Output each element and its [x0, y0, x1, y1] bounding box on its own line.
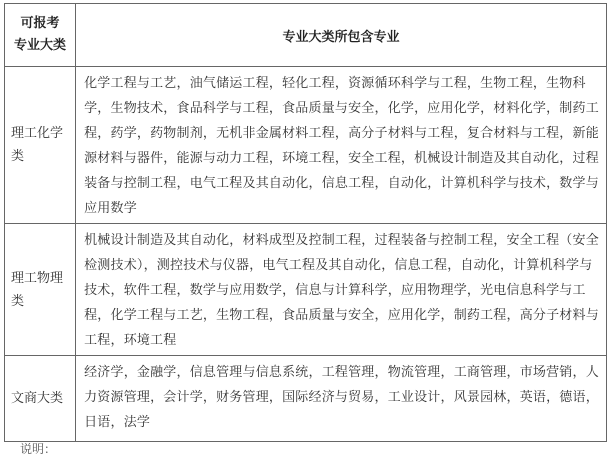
category-cell: [5, 224, 76, 356]
category-cell: [5, 67, 76, 224]
table-row: [5, 224, 607, 356]
category-label: 文商大类: [11, 391, 64, 406]
category-label: 理工物理类: [11, 270, 64, 309]
table-row: [5, 67, 607, 224]
header-majors-label: 专业大类所包含专业: [282, 29, 400, 45]
header-category-label: 可报考 专业大类: [14, 16, 67, 53]
table-header-row: [5, 4, 607, 67]
table-row: [5, 356, 607, 442]
majors-table: [4, 3, 607, 442]
majors-cell: [76, 67, 607, 224]
header-majors-cell: [76, 4, 607, 67]
majors-cell: [76, 224, 607, 356]
note-label: 说明：: [20, 442, 57, 456]
header-category-cell: [5, 4, 76, 67]
majors-cell: [76, 356, 607, 442]
majors-list: 化学工程与工艺，油气储运工程，轻化工程，资源循环科学与工程，生物工程，生物科学，生物技术，食品科学与工程，食品质量与安全，化学，应用化学，材料化学，制药工程，药学，药物制剂，无机非金属材料工程，高分子材料与工程，复合材料与工程，新能源材料与器件，能源与动力工程，环境工程，安全工程，机械设计制造及其自动化，过程装备与控制工程，电气工程及其自动化，信息工程，自动化，计算机科学与技术，数学与应用数学: [84, 76, 599, 216]
majors-list: 机械设计制造及其自动化，材料成型及控制工程，过程装备与控制工程，安全工程（安全检测技术），测控技术与仪器，电气工程及其自动化，信息工程，自动化，计算机科学与技术，软件工程，数学与应用数学，信息与计算科学，应用物理学，光电信息科学与工程，化学工程与工艺，生物工程，食品质量与安全，应用化学，制药工程，高分子材料与工程，环境工程: [84, 233, 599, 348]
category-label: 理工化学类: [11, 126, 64, 164]
category-cell: [5, 356, 76, 442]
majors-list: 经济学，金融学，信息管理与信息系统，工程管理，物流管理，工商管理，市场营销，人力资源管理，会计学，财务管理，国际经济与贸易，工业设计，风景园林，英语，德语，日语，法学: [84, 365, 599, 430]
